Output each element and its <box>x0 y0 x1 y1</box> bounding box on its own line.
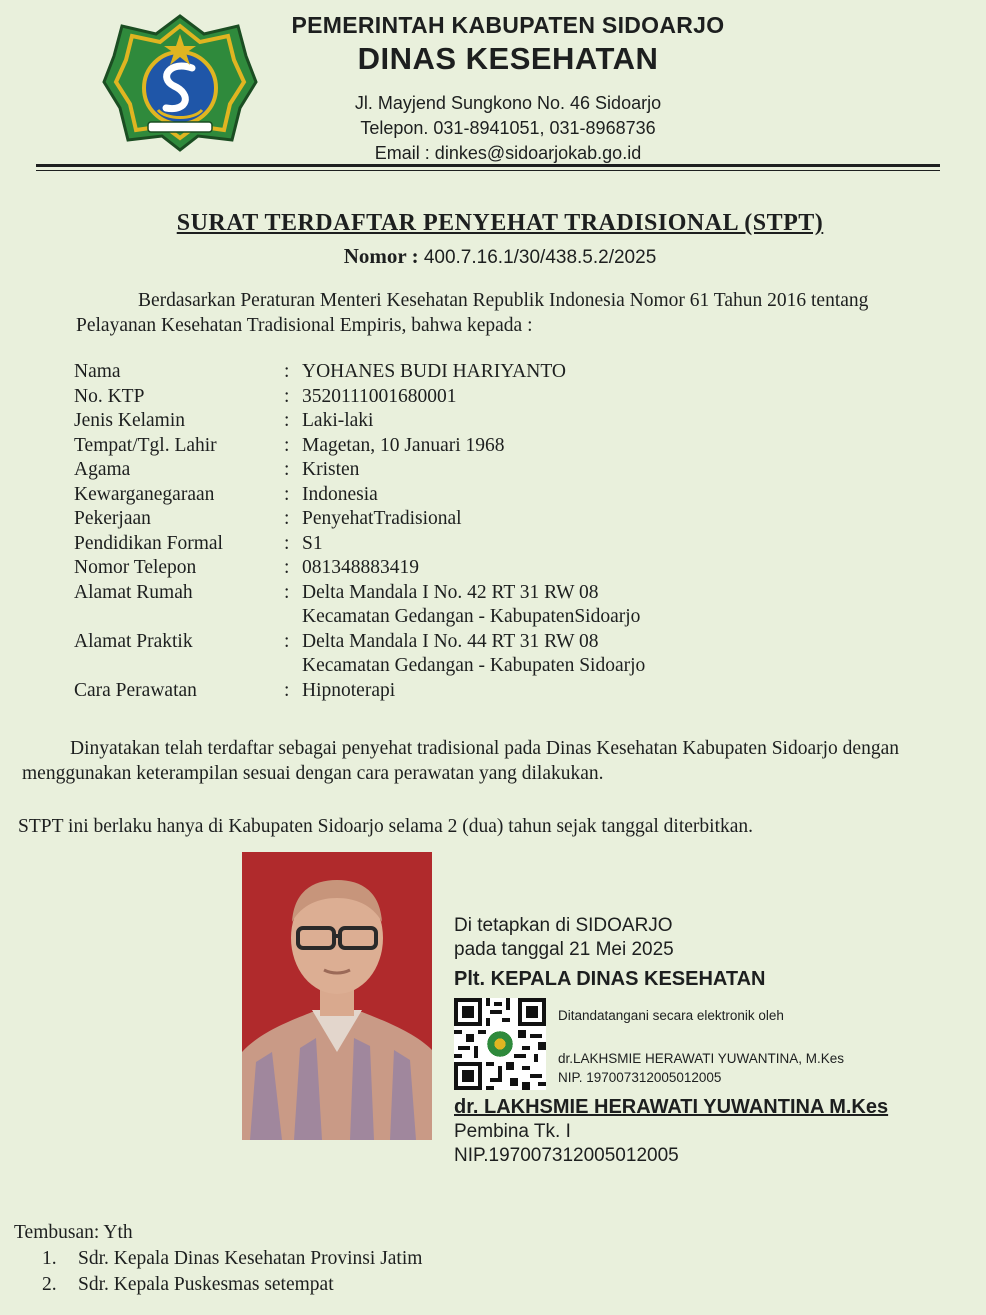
identity-fields <box>74 360 934 703</box>
field-colon: : <box>284 679 290 701</box>
list-text: Sdr. Kepala Puskesmas setempat <box>78 1274 334 1295</box>
field-row <box>74 679 934 704</box>
document-number <box>150 244 850 269</box>
office-email: Email : dinkes@sidoarjokab.go.id <box>374 143 642 163</box>
field-row <box>74 507 934 532</box>
signer-name: dr. LAKHSMIE HERAWATI YUWANTINA M.Kes <box>454 1096 889 1118</box>
field-label: Tempat/Tgl. Lahir <box>74 434 217 456</box>
issued-date: pada tanggal 21 Mei 2025 <box>454 939 674 960</box>
field-colon: : <box>284 434 290 456</box>
field-colon: : <box>284 483 290 505</box>
field-row <box>74 360 934 385</box>
field-label: Pendidikan Formal <box>74 532 223 554</box>
office-phone: Telepon. 031-8941051, 031-8968736 <box>360 118 656 138</box>
signature-block <box>454 914 954 1166</box>
carbon-copy-title: Tembusan: Yth <box>14 1222 133 1243</box>
field-colon: : <box>284 361 290 382</box>
field-colon: : <box>284 581 290 603</box>
esign-caption: Ditandatangani secara elektronik oleh <box>558 1008 784 1023</box>
field-label: Alamat Rumah <box>74 581 193 603</box>
field-row <box>74 385 934 410</box>
esign-signer-nip: NIP. 197007312005012005 <box>558 1070 722 1085</box>
field-row <box>74 581 934 606</box>
department-name: DINAS KESEHATAN <box>357 41 659 76</box>
list-number: 1. <box>42 1248 57 1269</box>
field-colon: : <box>284 385 290 407</box>
field-label: Kewarganegaraan <box>74 483 215 505</box>
field-label: Nama <box>74 361 121 382</box>
signer-details <box>454 1120 679 1168</box>
field-colon: : <box>284 630 290 652</box>
field-colon: : <box>284 459 290 480</box>
field-value: S1 <box>302 532 323 554</box>
field-label: Pekerjaan <box>74 508 151 529</box>
document-title: SURAT TERDAFTAR PENYEHAT TRADISIONAL (STPT) <box>176 210 824 236</box>
field-row <box>74 630 934 655</box>
signer-position: Plt. KEPALA DINAS KESEHATAN <box>454 968 766 990</box>
field-label: Jenis Kelamin <box>74 410 186 431</box>
signer-nip: NIP.197007312005012005 <box>454 1145 679 1166</box>
list-item <box>14 1272 422 1298</box>
field-row <box>74 483 934 508</box>
validity-paragraph: STPT ini berlaku hanya di Kabupaten Sidoarjo selama 2 (dua) tahun sejak tanggal diterbitkan. <box>18 816 754 837</box>
electronic-signature-note <box>558 1006 844 1087</box>
signer-rank: Pembina Tk. I <box>454 1121 571 1142</box>
field-value: Magetan, 10 Januari 1968 <box>302 434 505 456</box>
letterhead-rule-thin <box>36 170 940 171</box>
field-value: Delta Mandala I No. 44 RT 31 RW 08 <box>302 630 599 652</box>
field-row <box>74 434 934 459</box>
list-text: Sdr. Kepala Dinas Kesehatan Provinsi Jatim <box>78 1248 423 1269</box>
qr-code-icon <box>454 998 546 1090</box>
field-value: 081348883419 <box>302 557 419 578</box>
holder-photo <box>242 852 432 1140</box>
field-row <box>74 654 934 679</box>
field-colon: : <box>284 532 290 554</box>
intro-paragraph: Berdasarkan Peraturan Menteri Kesehatan Republik Indonesia Nomor 61 Tahun 2016 tentang Pelayanan Kesehatan Tradisional Empiris, bahwa kepada : <box>76 290 869 336</box>
government-name: PEMERINTAH KABUPATEN SIDOARJO <box>291 12 725 38</box>
field-row <box>74 605 934 630</box>
statement-paragraph: Dinyatakan telah terdaftar sebagai penyehat tradisional pada Dinas Kesehatan Kabupaten Sidoarjo dengan menggunakan keterampilan sesuai dengan cara perawatan yang dilakukan. <box>22 738 899 784</box>
field-value: 3520111001680001 <box>302 385 457 407</box>
esign-signer-name: dr.LAKHSMIE HERAWATI YUWANTINA, M.Kes <box>558 1051 845 1066</box>
field-value: Laki-laki <box>302 410 374 431</box>
field-label: Cara Perawatan <box>74 679 197 701</box>
letterhead-rule-thick <box>36 164 940 167</box>
document-number-label: Nomor : <box>343 244 419 268</box>
list-number: 2. <box>42 1274 57 1295</box>
letterhead <box>268 12 748 166</box>
field-row <box>74 556 934 581</box>
field-value-continued: Kecamatan Gedangan - Kabupaten Sidoarjo <box>302 655 646 676</box>
field-colon: : <box>284 557 290 578</box>
field-value-continued: Kecamatan Gedangan - KabupatenSidoarjo <box>302 606 641 627</box>
field-row <box>74 532 934 557</box>
list-item <box>14 1246 422 1272</box>
field-row <box>74 409 934 434</box>
field-label: Agama <box>74 459 131 480</box>
sidoarjo-emblem-icon <box>100 12 260 152</box>
field-value: Delta Mandala I No. 42 RT 31 RW 08 <box>302 581 599 603</box>
field-value: Kristen <box>302 459 360 480</box>
office-address: Jl. Mayjend Sungkono No. 46 Sidoarjo <box>354 93 662 113</box>
field-value: Indonesia <box>302 483 378 505</box>
carbon-copy-list <box>14 1220 422 1298</box>
field-row <box>74 458 934 483</box>
field-value: Hipnoterapi <box>302 679 396 701</box>
field-label: Nomor Telepon <box>74 557 197 578</box>
document-number-value: 400.7.16.1/30/438.5.2/2025 <box>423 247 657 268</box>
field-value: YOHANES BUDI HARIYANTO <box>302 361 566 382</box>
field-value: PenyehatTradisional <box>302 508 462 529</box>
field-colon: : <box>284 410 290 431</box>
field-label: No. KTP <box>74 385 145 407</box>
field-label: Alamat Praktik <box>74 630 193 652</box>
field-colon: : <box>284 508 290 529</box>
issued-place: Di tetapkan di SIDOARJO <box>454 915 673 936</box>
